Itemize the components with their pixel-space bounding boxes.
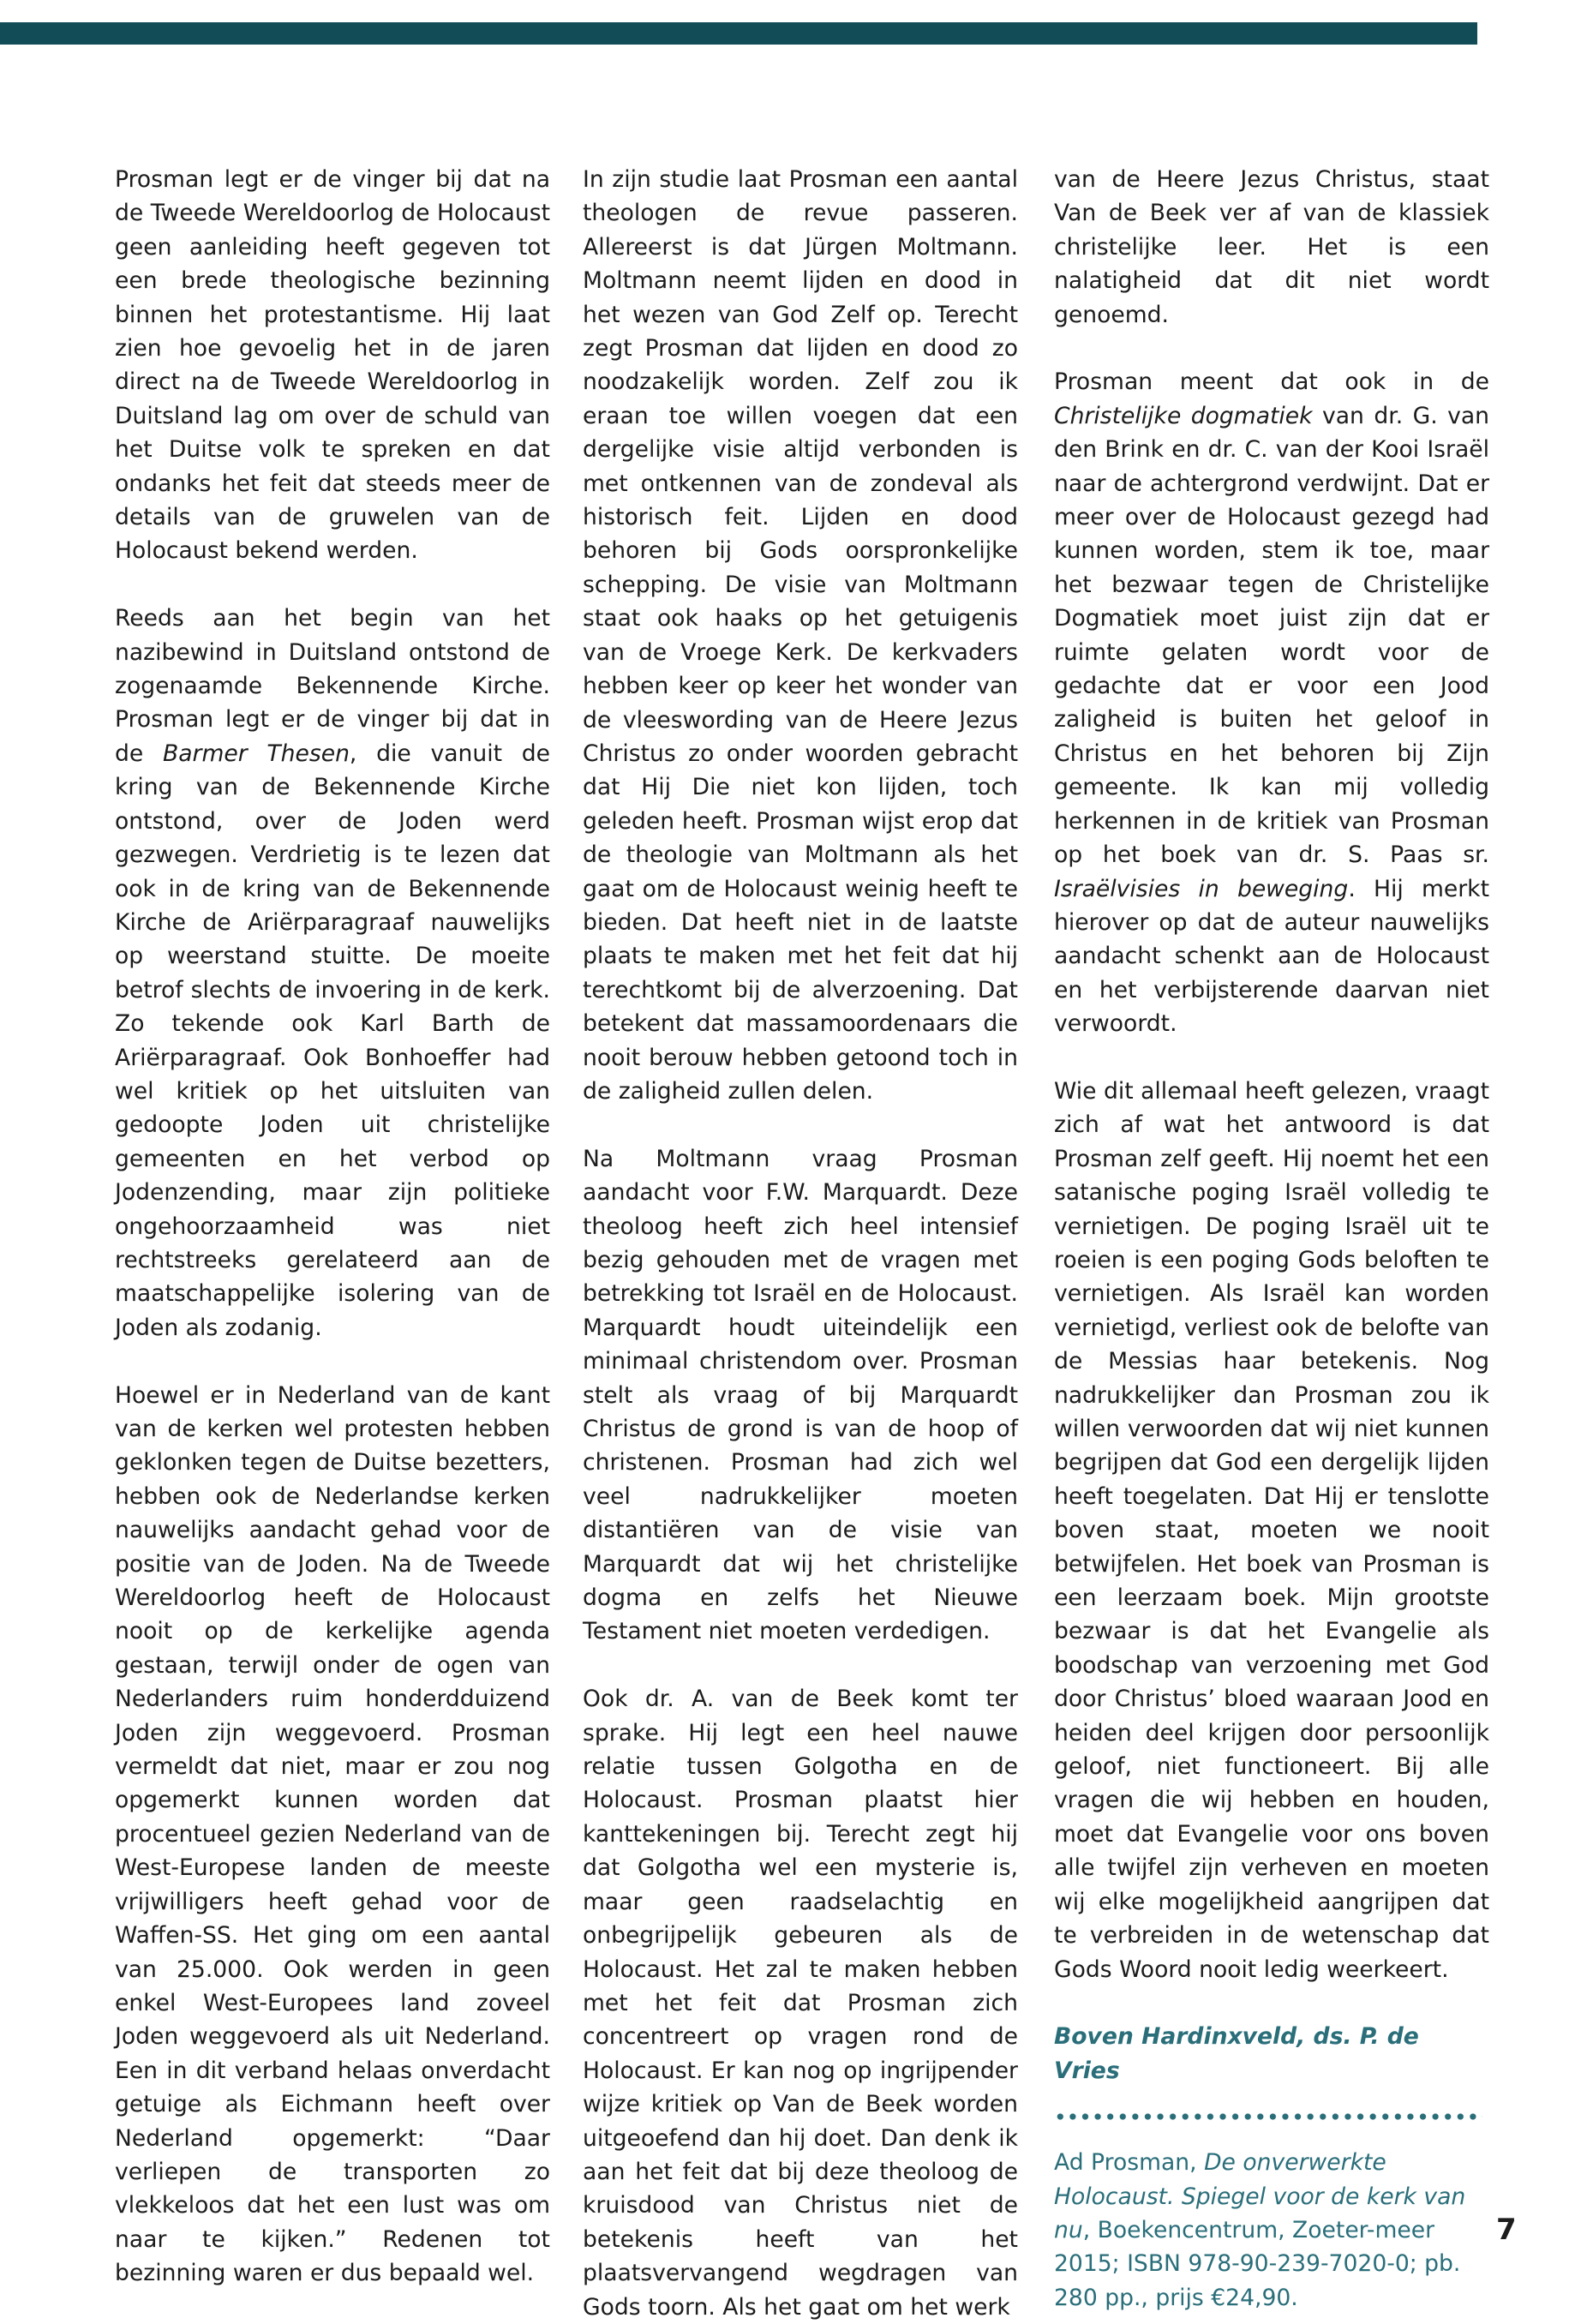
paragraph: Wie dit allemaal heeft gelezen, vraagt zich af wat het antwoord is dat Prosman zelf geeft. Hij noemt het een satanische poging Israël volledig te vernietigen. De poging Israël uit te roeien is een poging Gods beloften te vernietigen. Als Israël kan worden vernietigd, verliest ook de belofte van de Messias haar betekenis. Nog nadrukkelijker dan Prosman zou ik willen verwoorden dat wij niet kunnen begrijpen dat God een dergelijk lijden heeft toegelaten. Dat Hij er tenslotte boven staat, moeten we nooit betwijfelen. Het boek van Prosman is een leerzaam boek. Mijn grootste bezwaar is dat het Evangelie als boodschap van verzoening met God door Christus’ bloed waaraan Jood en heiden deel krijgen door persoonlijk geloof, niet functioneert. Bij alle vragen die wij hebben en houden, moet dat Evangelie voor ons boven alle twijfel zijn verheven en moeten wij elke mogelijkheid aangrijpen dat te verbreiden in de wetenschap dat Gods Woord nooit ledig weerkeert.	[1054, 1077, 1489, 1983]
paragraph: Prosman legt er de vinger bij dat na de Tweede Wereldoorlog de Holocaust geen aanleiding heeft gegeven tot een brede theologische bezinning binnen het protestantisme. Hij laat zien hoe gevoelig het in de jaren direct na de Tweede Wereldoorlog in Duitsland lag om over de schuld van het Duitse volk te spreken en dat ondanks het feit dat steeds meer de details van de gruwelen van de Holocaust bekend werden.	[115, 166, 550, 565]
book-reference: Ad Prosman, De onverwerkte Holocaust. Spiegel voor de kerk van nu, Boekencentrum, Zoeter-meer 2015; ISBN 978-90-239-7020-0; pb. 280 pp., prijs €24,90.	[1054, 2149, 1466, 2311]
paragraph: Ook dr. A. van de Beek komt ter sprake. Hij legt een heel nauwe relatie tussen Golgotha en de Holocaust. Prosman plaatst hier kanttekeningen bij. Terecht zegt hij dat Golgotha wel een mysterie is, maar geen raadselachtig en onbegrijpelijk gebeuren als de Holocaust. Het zal te maken hebben met het feit dat Prosman zich concentreert op vragen rond de Holocaust. Er kan nog op ingrijpender wijze kritiek op Van de Beek worden uitgeoefend dan hij doet. Dan denk ik aan het feit dat bij deze theoloog de kruisdood van Christus niet de betekenis heeft van het plaatsvervangend wegdragen van Gods toorn. Als het gaat om het werk	[583, 1686, 1018, 2321]
paragraph: Na Moltmann vraag Prosman aandacht voor F.W. Marquardt. Deze theoloog heeft zich heel intensief bezig gehouden met de vragen met betrekking tot Israël en de Holocaust. Marquardt houdt uiteindelijk een minimaal christendom over. Prosman stelt als vraag of bij Marquardt Christus de grond is van de hoop of christenen. Prosman had zich wel veel nadrukkelijker moeten distantiëren van de visie van Marquardt dat wij het christelijke dogma en zelfs het Nieuwe Testament niet moeten verdedigen.	[583, 1145, 1018, 1645]
paragraph: Prosman meent dat ook in de Christelijke dogmatiek van dr. G. van den Brink en dr. C. van der Kooi Israël naar de achtergrond verdwijnt. Dat er meer over de Holocaust gezegd had kunnen worden, stem ik toe, maar het bezwaar tegen de Christelijke Dogmatiek moet juist zijn dat er ruimte gelaten wordt voor de gedachte dat er voor een Jood zaligheid is buiten het geloof in Christus en het behoren bij Zijn gemeente. Ik kan mij volledig herkennen in de kritiek van Prosman op het boek van dr. S. Paas sr. Israëlvisies in beweging. Hij merkt hierover op dat de auteur nauwelijks aandacht schenkt aan de Holocaust en het verbijsterende daarvan niet verwoordt.	[1054, 368, 1489, 1038]
dotted-divider	[1054, 2113, 1482, 2120]
column-2	[583, 163, 1018, 2324]
paragraph: Hoewel er in Nederland van de kant van de kerken wel protesten hebben geklonken tegen de Duitse bezetters, hebben ook de Nederlandse kerken nauwelijks aandacht gehad voor de positie van de Joden. Na de Tweede Wereldoorlog heeft de Holocaust nooit op de kerkelijke agenda gestaan, terwijl onder de ogen van Nederlanders ruim honderdduizend Joden zijn weggevoerd. Prosman vermeldt dat niet, maar er zou nog opgemerkt kunnen worden dat procentueel gezien Nederland van de West-Europese landen de meeste vrijwilligers heeft gehad voor de Waffen-SS. Het ging om een aantal van 25.000. Ook werden in geen enkel West-Europees land zoveel Joden weggevoerd als uit Nederland. Een in dit verband helaas onverdacht getuige als Eichmann heeft over Nederland opgemerkt: “Daar verliepen de transporten zo vlekkeloos dat het een lust was om naar te kijken.” Redenen tot bezinning waren er dus bepaald wel.	[115, 1381, 550, 2287]
paragraph: van de Heere Jezus Christus, staat Van de Beek ver af van de klassiek christelijke leer. Het is een nalatigheid dat dit niet wordt genoemd.	[1054, 166, 1489, 328]
paragraph: Reeds aan het begin van het nazibewind in Duitsland ontstond de zogenaamde Bekennende Kirche. Prosman legt er de vinger bij dat in de Barmer Thesen, die vanuit de kring van de Bekennende Kirche ontstond, over de Joden werd gezwegen. Verdrietig is te lezen dat ook in de kring van de Bekennende Kirche de Ariërparagraaf nauwelijks op weerstand stuitte. De moeite betrof slechts de invoering in de kerk. Zo tekende ook Karl Barth de Ariërparagraaf. Ook Bonhoeffer had wel kritiek op het uitsluiten van gedoopte Joden uit christelijke gemeenten en het verbod op Jodenzending, maar zijn politieke ongehoorzaamheid was niet rechtstreeks gerelateerd aan de maatschappelijke isolering van de Joden als zodanig.	[115, 605, 550, 1341]
column-3	[1054, 163, 1489, 2315]
column-1	[115, 163, 550, 2291]
page-number: 7	[1496, 2213, 1517, 2247]
header-bar	[0, 22, 1477, 45]
paragraph: In zijn studie laat Prosman een aantal theologen de revue passeren. Allereerst is dat Jürgen Moltmann. Moltmann neemt lijden en dood in het wezen van God Zelf op. Terecht zegt Prosman dat lijden en dood zo noodzakelijk worden. Zelf zou ik eraan toe willen voegen dat een dergelijke visie altijd verbonden is met ontkennen van de zondeval als historisch feit. Lijden en dood behoren bij Gods oorspronkelijke schepping. De visie van Moltmann staat ook haaks op het getuigenis van de Vroege Kerk. De kerkvaders hebben keer op keer het wonder van de vleeswording van de Heere Jezus Christus zo onder woorden gebracht dat Hij Die niet kon lijden, toch geleden heeft. Prosman wijst erop dat de theologie van Moltmann als het gaat om de Holocaust weinig heeft te bieden. Dat heeft niet in de laatste plaats te maken met het feit dat hij terechtkomt bij de alverzoening. Dat betekent dat massamoordenaars die nooit berouw hebben getoond toch in de zaligheid zullen delen.	[583, 166, 1018, 1105]
author-signature: Boven Hardinxveld, ds. P. de Vries	[1054, 2023, 1419, 2084]
